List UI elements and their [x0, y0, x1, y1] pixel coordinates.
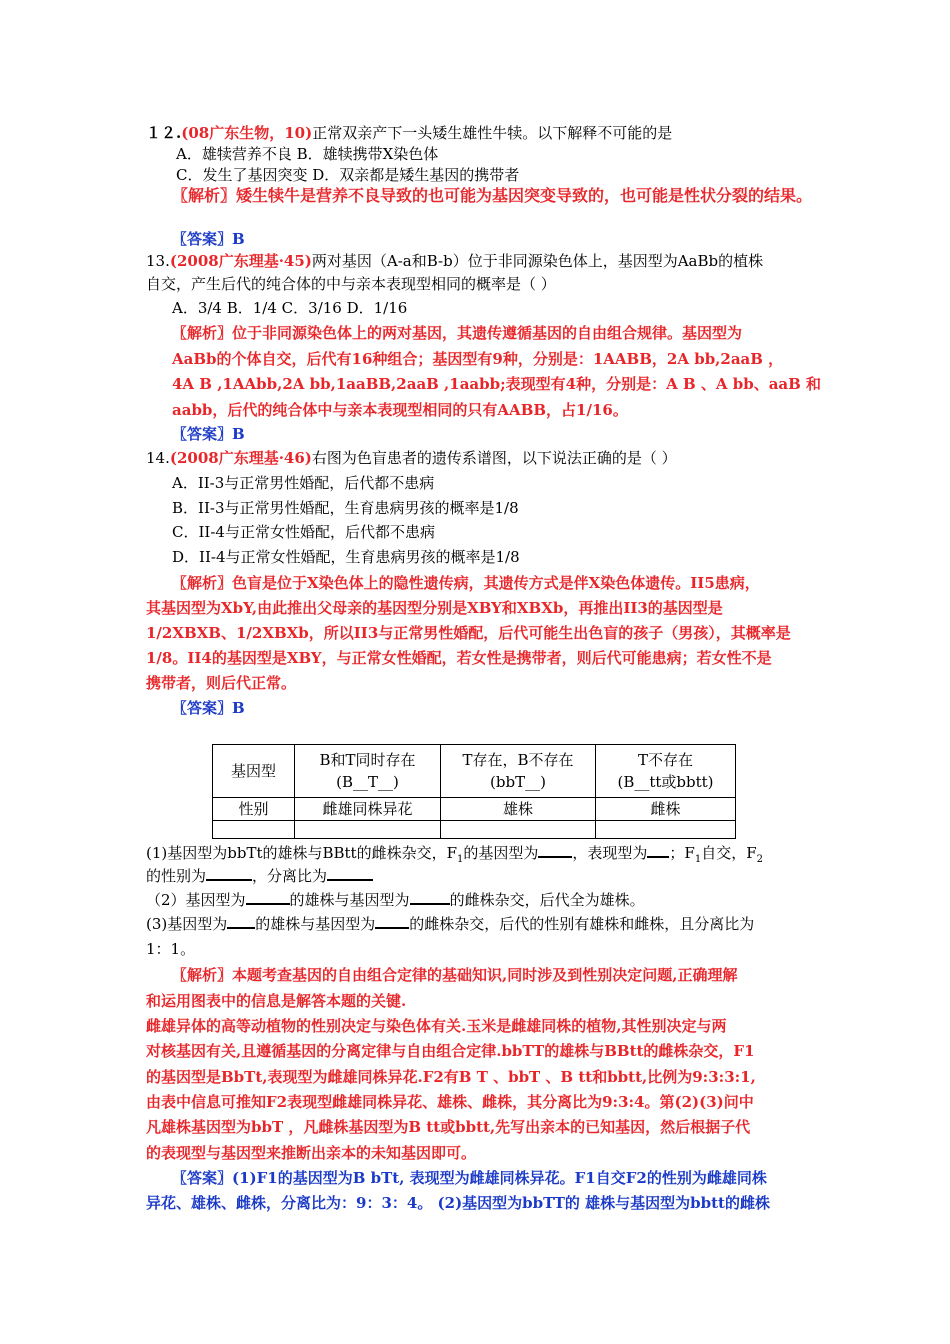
table-cell-empty	[596, 821, 736, 839]
table-header-no-t	[596, 745, 736, 798]
q15-part1-sub-2: 1	[694, 854, 702, 865]
q15-part3-text-b: 的雄株与基因型为	[255, 915, 376, 933]
q15-analysis-2: 和运用图表中的信息是解答本题的关键.	[146, 992, 407, 1010]
q13-analysis-3: 4A B ,1AAbb,2A bb,1aaBB,2aaB ,1aabb;表现型有4种，分别是：A B 、A bb、aaB 和	[172, 375, 822, 393]
table-cell-male: 雄株	[441, 798, 596, 821]
blank-part3-female-genotype[interactable]	[375, 913, 409, 929]
table-cell-empty	[441, 821, 596, 839]
q12-source: (08广东生物，10)	[181, 124, 313, 142]
q15-part1-text-g: ，分离比为	[252, 867, 328, 885]
q15-part1-line2	[146, 865, 373, 887]
q14-analysis-4: 1/8。II4的基因型是XBY，与正常女性婚配，若女性是携带者，则后代可能患病；若女性不是	[146, 649, 772, 667]
q13-number: 13.	[146, 252, 170, 270]
q15-answer-1: 〖答案〗(1)F1的基因型为B bTt, 表现型为雌雄同株异花。F1自交F2的性别为雌雄同株	[172, 1169, 767, 1187]
q13-analysis-4: aabb，后代的纯合体中与亲本表现型相同的只有AABB，占1/16。	[172, 401, 628, 419]
q14-source: (2008广东理基·46)	[169, 449, 312, 467]
q15-part1-text-b: 的基因型为	[463, 844, 539, 862]
q12-stem-line	[146, 122, 672, 144]
q14-analysis-5: 携带者，则后代正常。	[146, 674, 297, 692]
q15-part2-text-a: （2）基因型为	[146, 891, 246, 909]
q14-stem-line	[146, 447, 677, 469]
q15-part1-text-e: 自交，F	[701, 844, 757, 862]
q13-answer: 〖答案〗B	[172, 425, 245, 443]
q14-option-a: A．II-3与正常男性婚配，后代都不患病	[172, 474, 435, 492]
q15-part3-text-a: (3)基因型为	[146, 915, 228, 933]
q13-stem-line-2: 自交，产生后代的纯合体的中与亲本表现型相同的概率是（ ）	[146, 275, 556, 293]
q15-answer-2: 异花、雄株、雌株，分离比为：9：3：4。 (2)基因型为bbTT的 雄株与基因型为bbtt的雌株	[146, 1194, 770, 1212]
blank-part2-male-genotype[interactable]	[246, 889, 290, 905]
q12-answer: 〖答案〗B	[172, 230, 245, 248]
q15-analysis-8: 的表现型与基因型来推断出亲本的未知基因即可。	[146, 1144, 477, 1162]
q15-part3-line	[146, 913, 754, 935]
q15-part1-text-f: 的性别为	[146, 867, 207, 885]
q12-options-cd: C．发生了基因突变 D．双亲都是矮生基因的携带者	[176, 166, 520, 184]
q15-analysis-3: 雌雄异体的高等动植物的性别决定与染色体有关.玉米是雌雄同株的植物,其性别决定与两	[146, 1017, 727, 1035]
q14-analysis-2: 其基因型为XbY,由此推出父母亲的基因型分别是XBY和XBXb，再推出II3的基因型是	[146, 599, 723, 617]
table-cell-sex-label: 性别	[213, 798, 295, 821]
q13-stem-line-1	[146, 250, 763, 272]
table-header-b-and-t-genotype: (B__T__)	[336, 773, 399, 791]
table-cell-monoecious: 雌雄同株异花	[295, 798, 441, 821]
table-header-row	[213, 745, 736, 798]
blank-f1-genotype[interactable]	[538, 842, 572, 858]
blank-f1-phenotype[interactable]	[647, 842, 669, 858]
table-header-t-no-b-genotype: (bbT__)	[490, 773, 546, 791]
q15-part1-sub-1: 1	[457, 854, 464, 865]
blank-part3-male-genotype[interactable]	[227, 913, 255, 929]
q15-analysis-1: 〖解析〗本题考查基因的自由组合定律的基础知识,同时涉及到性别决定问题,正确理解	[172, 966, 738, 984]
q14-option-c: C．II-4与正常女性婚配，后代都不患病	[172, 523, 435, 541]
q15-part1-text-c: ，表现型为	[572, 844, 648, 862]
table-header-b-and-t-label: B和T同时存在	[319, 751, 416, 769]
table-cell-female: 雌株	[596, 798, 736, 821]
q15-part1-sub-3: 2	[756, 854, 763, 865]
q14-analysis-3: 1/2XBXB、1/2XBXb，所以II3与正常男性婚配，后代可能生出色盲的孩子（男孩），其概率是	[146, 624, 791, 642]
q13-options: A．3/4 B．1/4 C．3/16 D．1/16	[172, 299, 408, 317]
q15-analysis-6: 由表中信息可推知F2表现型雌雄同株异花、雄株、雌株，其分离比为9:3:4。第(2)(3)问中	[146, 1093, 754, 1111]
table-header-t-no-b	[441, 745, 596, 798]
q13-stem-1: 两对基因（A-a和B-b）位于非同源染色体上，基因型为AaBb的植株	[311, 252, 764, 270]
q14-number: 14.	[146, 449, 170, 467]
table-cell-empty	[295, 821, 441, 839]
q15-analysis-4: 对核基因有关,且遵循基因的分离定律与自由组合定律.bbTT的雄株与BBtt的雌株杂交，F1	[146, 1042, 755, 1060]
q15-analysis-5: 的基因型是BbTt,表现型为雌雄同株异花.F2有B T 、bbT 、B tt和bbtt,比例为9:3:3:1,	[146, 1068, 756, 1086]
q13-analysis-1: 〖解析〗位于非同源染色体上的两对基因，其遗传遵循基因的自由组合规律。基因型为	[172, 324, 743, 342]
blank-f2-ratio[interactable]	[327, 865, 373, 881]
q14-option-b: B．II-3与正常男性婚配，生育患病男孩的概率是1/8	[172, 499, 519, 517]
q15-part2-text-b: 的雄株与基因型为	[289, 891, 410, 909]
table-row-empty	[213, 821, 736, 839]
q15-part2-line	[146, 889, 645, 911]
table-cell-empty	[213, 821, 295, 839]
q15-part1-text-d: ；F	[669, 844, 695, 862]
table-header-no-t-label: T不存在	[637, 751, 693, 769]
q15-part1-text-a: (1)基因型为bbTt的雄株与BBtt的雌株杂交，F	[146, 844, 457, 862]
q15-part2-text-c: 的雌株杂交，后代全为雄株。	[449, 891, 645, 909]
q14-stem: 右图为色盲患者的遗传系谱图，以下说法正确的是（ ）	[311, 449, 677, 467]
q15-part3-text-c: 的雌株杂交，后代的性别有雄株和雌株，且分离比为	[409, 915, 755, 933]
table-header-t-no-b-label: T存在，B不存在	[462, 751, 574, 769]
q13-source: (2008广东理基·45)	[169, 252, 312, 270]
table-header-genotype: 基因型	[213, 745, 295, 798]
q12-number: １２.	[146, 124, 182, 142]
table-header-b-and-t	[295, 745, 441, 798]
q15-analysis-7: 凡雄株基因型为bbT ，凡雌株基因型为B tt或bbtt,先写出亲本的已知基因，然后根据子代	[146, 1118, 751, 1136]
blank-f2-sex[interactable]	[206, 865, 252, 881]
q14-option-d: D．II-4与正常女性婚配，生育患病男孩的概率是1/8	[172, 548, 520, 566]
q12-options-ab: A．雄犊营养不良 B．雄犊携带X染色体	[176, 145, 439, 163]
table-header-no-t-genotype: (B__tt或bbtt)	[617, 773, 714, 791]
blank-part2-female-genotype[interactable]	[410, 889, 450, 905]
q12-analysis: 〖解析〗矮生犊牛是营养不良导致的也可能为基因突变导致的，也可能是性状分裂的结果。	[172, 186, 813, 205]
q15-part3-line2: 1：1。	[146, 940, 196, 958]
q13-analysis-2: AaBb的个体自交，后代有16种组合；基因型有9种，分别是：1AABB，2A bb,2aaB ，	[172, 350, 784, 368]
genotype-table	[212, 744, 736, 839]
q12-stem: 正常双亲产下一头矮生雄性牛犊。以下解释不可能的是	[312, 124, 673, 142]
q14-answer: 〖答案〗B	[172, 699, 245, 717]
q14-analysis-1: 〖解析〗色盲是位于X染色体上的隐性遗传病，其遗传方式是伴X染色体遗传。II5患病，	[172, 574, 760, 592]
table-row-sex	[213, 798, 736, 821]
